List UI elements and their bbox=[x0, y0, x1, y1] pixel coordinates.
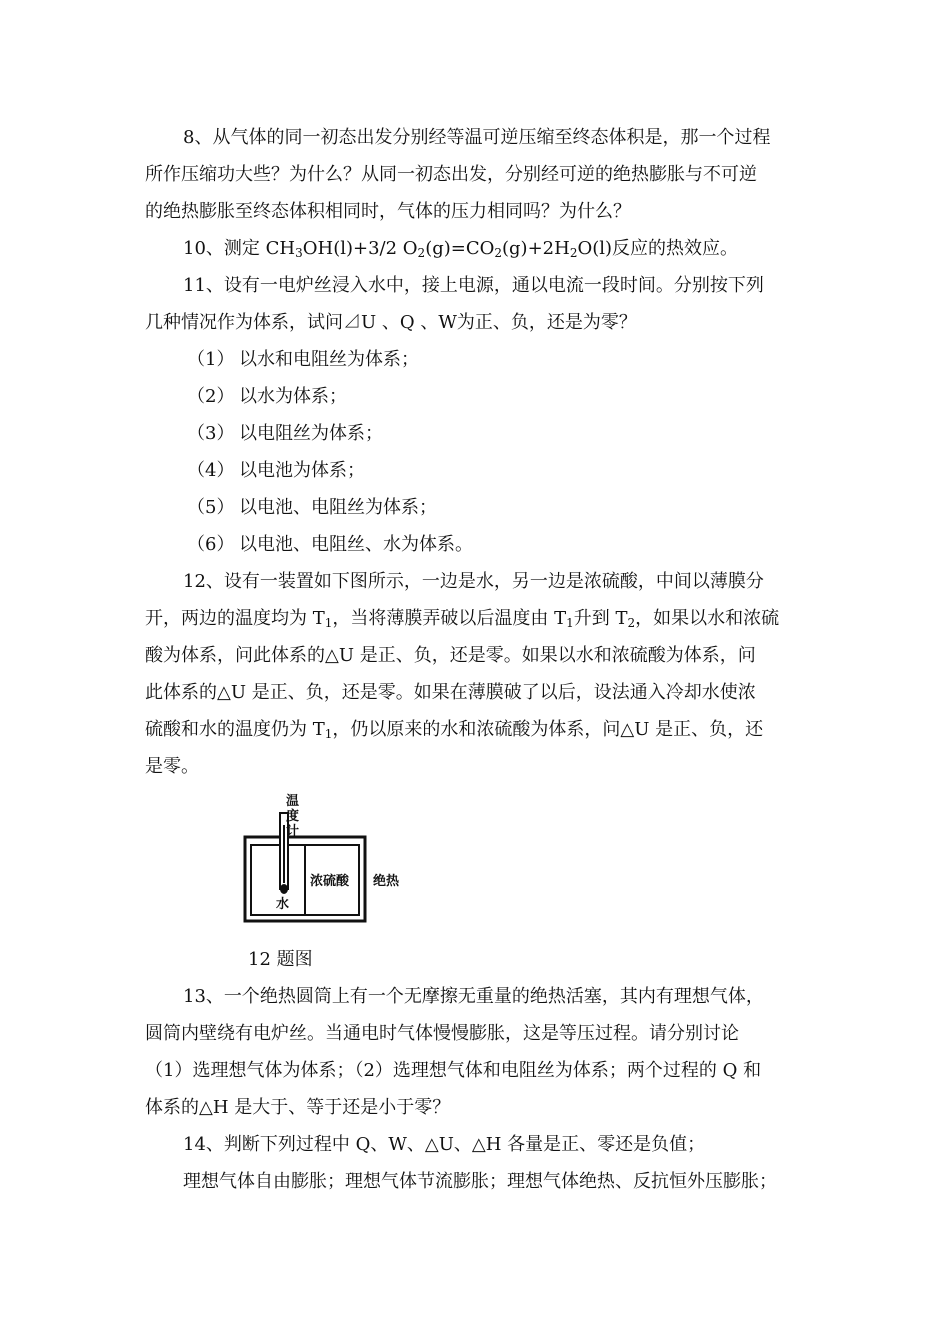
question-8 bbox=[145, 119, 805, 230]
thermometer-bulb bbox=[280, 884, 288, 894]
q12-text: ，如果以水和浓硫 bbox=[635, 608, 780, 629]
item-number: （6） bbox=[187, 534, 235, 555]
question-10 bbox=[145, 230, 805, 267]
q8-line-1: 8、从气体的同一初态出发分别经等温可逆压缩至终态体积是，那一个过程 bbox=[183, 127, 771, 148]
q10-text: OH(l)+3/2 O bbox=[302, 238, 418, 259]
q12-text: 开，两边的温度均为 T bbox=[145, 608, 325, 629]
q8-line-3: 的绝热膨胀至终态体积相同时，气体的压力相同吗？为什么？ bbox=[145, 201, 631, 222]
q10-subscript: 2 bbox=[417, 246, 426, 260]
thermometer-label-3: 计 bbox=[286, 824, 300, 839]
q12-subscript: 2 bbox=[627, 616, 636, 630]
item-number: （1） bbox=[187, 349, 235, 370]
question-13 bbox=[145, 978, 805, 1126]
insulation-label: 绝热 bbox=[373, 874, 400, 889]
q11-item-2 bbox=[145, 378, 805, 415]
q12-line-5 bbox=[145, 711, 805, 748]
item-text: 以水为体系； bbox=[239, 386, 347, 407]
q10-subscript: 2 bbox=[569, 246, 578, 260]
q14-line-2: 理想气体自由膨胀；理想气体节流膨胀；理想气体绝热、反抗恒外压膨胀； bbox=[183, 1171, 777, 1192]
q12-subscript: 1 bbox=[324, 616, 333, 630]
q13-line-4: 体系的△H 是大于、等于还是小于零？ bbox=[145, 1097, 451, 1118]
q11-item-5 bbox=[145, 489, 805, 526]
q8-line-2: 所作压缩功大些？为什么？从同一初态出发，分别经可逆的绝热膨胀与不可逆 bbox=[145, 164, 757, 185]
q13-line-3: （1）选理想气体为体系；（2）选理想气体和电阻丝为体系；两个过程的 Q 和 bbox=[145, 1060, 762, 1081]
q10-text: (g)+2H bbox=[502, 238, 570, 259]
q11-item-3 bbox=[145, 415, 805, 452]
q12-text: 硫酸和水的温度仍为 T bbox=[145, 719, 325, 740]
item-text: 以电阻丝为体系； bbox=[239, 423, 383, 444]
q10-text: O(l)反应的热效应。 bbox=[577, 238, 739, 259]
q10-text: 10、测定 CH bbox=[183, 238, 296, 259]
q12-subscript: 1 bbox=[324, 727, 333, 741]
question-12 bbox=[145, 563, 805, 785]
item-text: 以电池为体系； bbox=[239, 460, 365, 481]
item-number: （5） bbox=[187, 497, 235, 518]
item-number: （2） bbox=[187, 386, 235, 407]
item-text: 以电池、电阻丝为体系； bbox=[239, 497, 437, 518]
acid-label: 浓硫酸 bbox=[310, 874, 350, 889]
q11-line-2: 几种情况作为体系，试问⊿U 、Q 、W为正、负，还是为零？ bbox=[145, 312, 637, 333]
q10-text: (g)=CO bbox=[425, 238, 495, 259]
q13-line-1: 13、一个绝热圆筒上有一个无摩擦无重量的绝热活塞，其内有理想气体， bbox=[183, 986, 764, 1007]
q11-item-1 bbox=[145, 341, 805, 378]
q12-text: ，当将薄膜弄破以后温度由 T bbox=[332, 608, 567, 629]
item-text: 以水和电阻丝为体系； bbox=[239, 349, 419, 370]
question-14 bbox=[145, 1126, 805, 1200]
thermometer-label-1: 温 bbox=[286, 794, 300, 809]
apparatus-figure bbox=[224, 785, 418, 937]
thermometer-label-2: 度 bbox=[286, 809, 300, 824]
q13-line-2: 圆筒内壁绕有电炉丝。当通电时气体慢慢膨胀，这是等压过程。请分别讨论 bbox=[145, 1023, 739, 1044]
q10-line-1 bbox=[145, 230, 805, 267]
q12-text: ，仍以原来的水和浓硫酸为体系，问△U 是正、负，还 bbox=[332, 719, 764, 740]
q11-item-4 bbox=[145, 452, 805, 489]
item-number: （3） bbox=[187, 423, 235, 444]
water-label: 水 bbox=[276, 897, 290, 912]
q14-line-1: 14、判断下列过程中 Q、W、△U、△H 各量是正、零还是负值； bbox=[183, 1134, 706, 1155]
q12-line-3: 酸为体系，问此体系的△U 是正、负，还是零。如果以水和浓硫酸为体系，问 bbox=[145, 645, 756, 666]
q12-text: 升到 T bbox=[573, 608, 628, 629]
q12-line-2 bbox=[145, 600, 805, 637]
figure-caption: 12 题图 bbox=[248, 949, 313, 970]
q12-line-6: 是零。 bbox=[145, 756, 199, 777]
q11-item-6 bbox=[145, 526, 805, 563]
q12-subscript: 1 bbox=[566, 616, 574, 630]
item-number: （4） bbox=[187, 460, 235, 481]
apparatus-diagram bbox=[224, 785, 418, 937]
q10-subscript: 3 bbox=[295, 246, 303, 260]
q12-line-4: 此体系的△U 是正、负，还是零。如果在薄膜破了以后，设法通入冷却水使浓 bbox=[145, 682, 756, 703]
q12-line-1: 12、设有一装置如下图所示，一边是水，另一边是浓硫酸，中间以薄膜分 bbox=[183, 571, 764, 592]
item-text: 以电池、电阻丝、水为体系。 bbox=[239, 534, 473, 555]
question-11 bbox=[145, 267, 805, 563]
q11-line-1: 11、设有一电炉丝浸入水中，接上电源，通以电流一段时间。分别按下列 bbox=[183, 275, 764, 296]
q10-subscript: 2 bbox=[494, 246, 503, 260]
